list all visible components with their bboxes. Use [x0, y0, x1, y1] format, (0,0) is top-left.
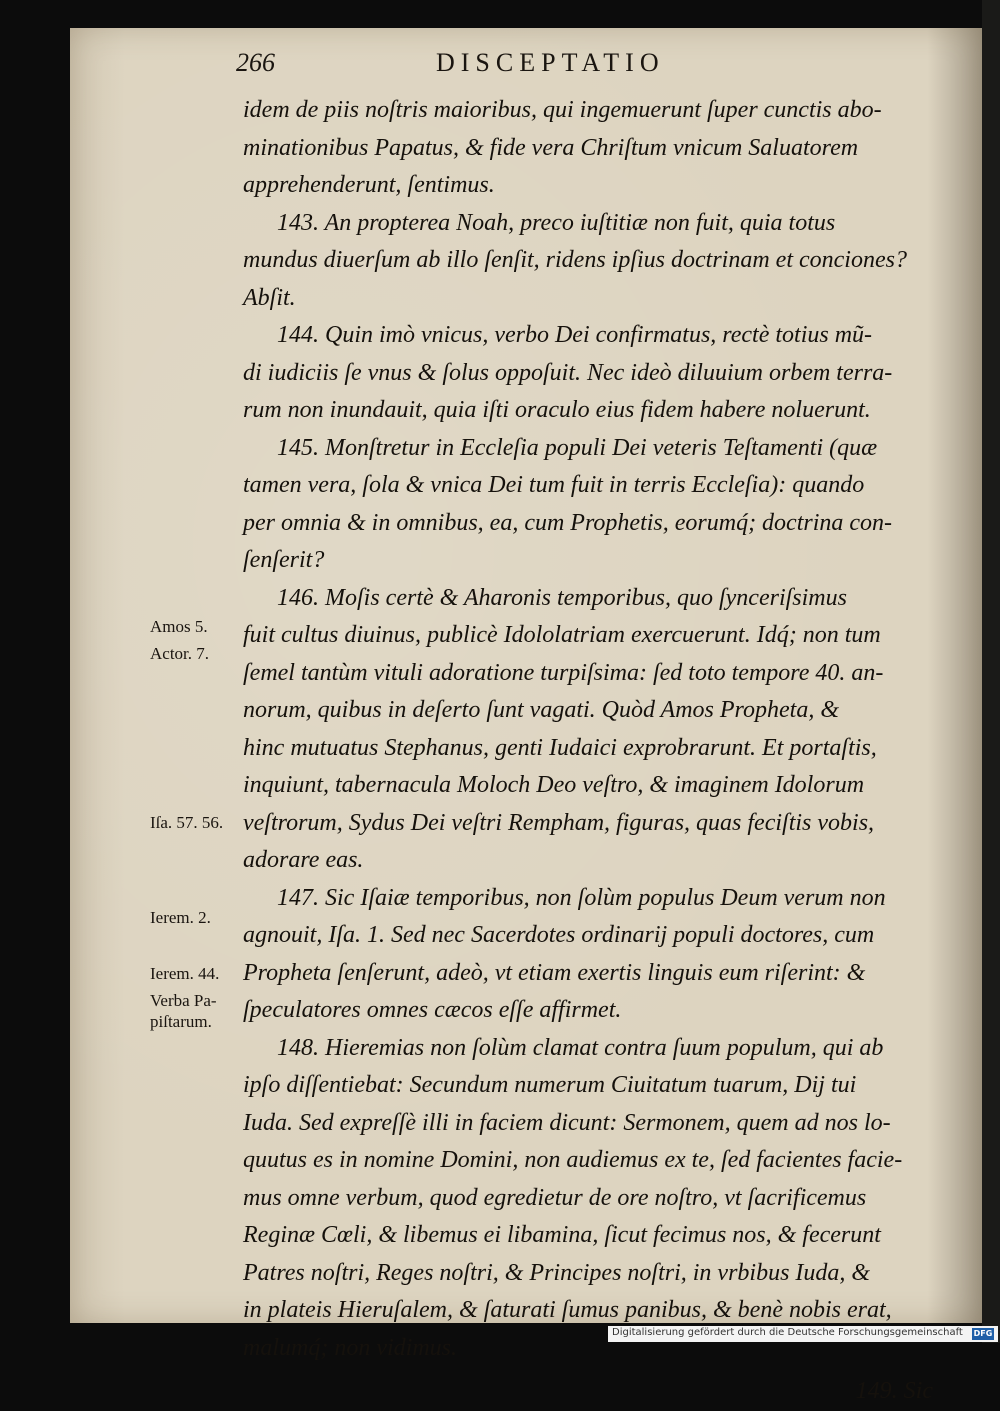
text-line: rum non inundauit, quia iſti oraculo eius fidem habere noluerunt. [243, 397, 871, 423]
text-line: adorare eas. [243, 847, 364, 873]
text-line: inquiunt, tabernacula Moloch Deo veſtro, & imaginem Idolorum [243, 772, 865, 798]
margin-note: piſtarum. [150, 1012, 212, 1031]
text-line: minationibus Papatus, & fide vera Chriſtum vnicum Saluatorem [243, 134, 859, 161]
text-line: 147. Sic Iſaiæ temporibus, non ſolùm populus Deum verum non [277, 884, 886, 911]
text-line: fuit cultus diuinus, publicè Idololatriam exercuerunt. Idq́; non tum [243, 622, 881, 648]
text-line: norum, quibus in deſerto ſunt vagati. Quòd Amos Propheta, & [243, 697, 839, 723]
text-line: per omnia & in omnibus, ea, cum Prophetis, eorumq́; doctrina con- [243, 509, 893, 536]
text-line: 146. Moſis certè & Aharonis temporibus, quo ſynceriſsimus [277, 584, 847, 611]
text-line: ipſo diſſentiebat: Secundum numerum Ciuitatum tuarum, Dij tui [243, 1072, 857, 1098]
text-line: ſenſerit? [243, 547, 325, 573]
text-line: Propheta ſenſerunt, adeò, vt etiam exertis linguis eum riſerint: & [243, 959, 866, 986]
text-line: 145. Monſtretur in Eccleſia populi Dei veteris Teſtamenti (quæ [277, 434, 878, 461]
margin-note: Actor. 7. [150, 644, 210, 663]
text-line: Abſit. [243, 284, 296, 311]
text-line: ſpeculatores omnes cæcos eſſe affirmet. [243, 997, 622, 1023]
text-line: Patres noſtri, Reges noſtri, & Principes noſtri, in vrbibus Iuda, & [243, 1259, 871, 1286]
text-line: mus omne verbum, quod egredietur de ore noſtro, vt ſacrificemus [243, 1184, 867, 1211]
page-number: 266 [236, 48, 275, 77]
book-edge [982, 0, 1000, 1343]
page-header [236, 48, 936, 88]
text-line: mundus diuerſum ab illo ſenſit, ridens ipſius doctrinam et conciones? [243, 247, 907, 273]
running-title: DISCEPTATIO [436, 48, 665, 77]
margin-note: Ierem. 44. [150, 964, 220, 983]
main-text [243, 92, 943, 1411]
text-line: veſtrorum, Sydus Dei veſtri Rempham, figuras, quas feciſtis vobis, [243, 809, 875, 836]
text-line: idem de piis noſtris maioribus, qui ingemuerunt ſuper cunctis abo- [243, 97, 882, 123]
margin-note: Amos 5. [150, 617, 208, 636]
text-line: quutus es in nomine Domini, non audiemus ex te, ſed facientes facie- [243, 1147, 903, 1173]
text-line: apprehenderunt, ſentimus. [243, 172, 495, 198]
text-line: ſemel tantùm vituli adoratione turpiſsima: ſed toto tempore 40. an- [243, 659, 884, 686]
text-line: 143. An propterea Noah, preco iuſtitiæ non fuit, quia totus [277, 209, 836, 236]
text-line: Iuda. Sed expreſſè illi in faciem dicunt: Sermonem, quem ad nos lo- [243, 1109, 891, 1136]
text-line: hinc mutuatus Stephanus, genti Iudaici exprobrarunt. Et portaſtis, [243, 734, 877, 761]
catchword: 149. Sic [855, 1378, 933, 1404]
funding-credit: Digitalisierung gefördert durch die Deutsche Forschungsgemeinschaft [612, 1327, 963, 1338]
text-line: di iudiciis ſe vnus & ſolus oppoſuit. Nec ideò diluuium orbem terra- [243, 359, 893, 386]
text-line: 148. Hieremias non ſolùm clamat contra ſuum populum, qui ab [277, 1034, 884, 1061]
margin-note: Verba Pa- [150, 991, 217, 1010]
margin-note: Ierem. 2. [150, 908, 211, 927]
digitization-footer [608, 1326, 998, 1342]
margin-note: Iſa. 57. 56. [150, 813, 224, 832]
text-line: 144. Quin imò vnicus, verbo Dei confirmatus, rectè totius mũ- [277, 322, 873, 348]
text-line: Reginæ Cœli, & libemus ei libamina, ſicut fecimus nos, & fecerunt [243, 1222, 881, 1248]
text-line: in plateis Hieruſalem, & ſaturati ſumus panibus, & benè nobis erat, [243, 1297, 892, 1323]
text-line: tamen vera, ſola & vnica Dei tum fuit in terris Eccleſia): quando [243, 472, 865, 498]
text-line: malumq́; non vidimus. [243, 1334, 457, 1361]
text-line: agnouit, Iſa. 1. Sed nec Sacerdotes ordinarij populi doctores, cum [243, 922, 875, 948]
dfg-logo-icon: DFG [973, 1329, 993, 1338]
